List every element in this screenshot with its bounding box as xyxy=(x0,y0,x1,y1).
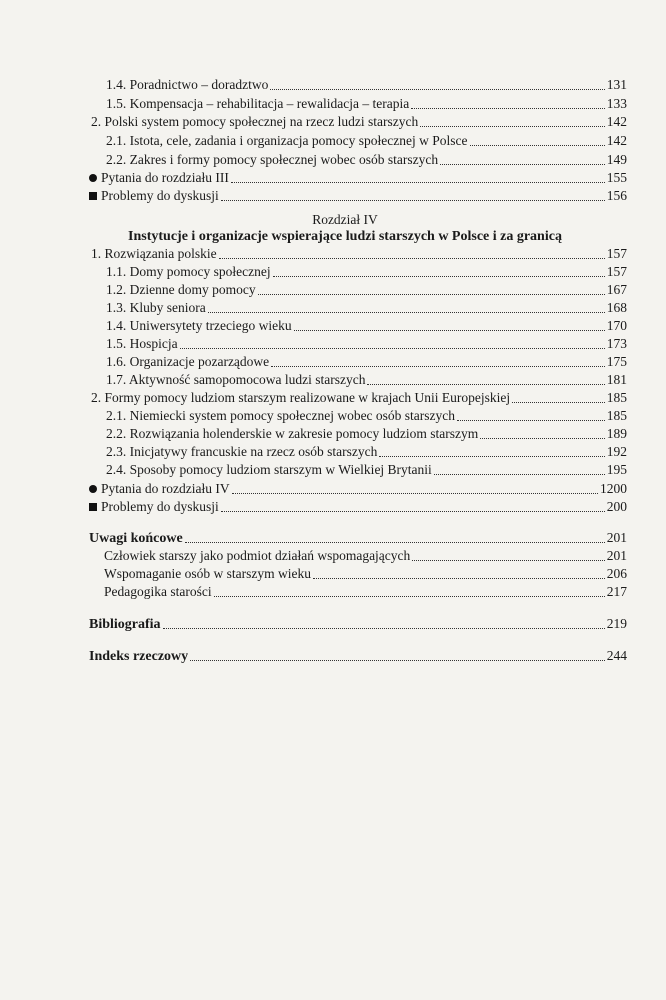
toc-entry xyxy=(106,152,627,168)
toc-entry-label: 1.7. Aktywność samopomocowa ludzi starszych xyxy=(106,372,366,387)
dot-leader xyxy=(434,462,605,475)
toc-entry-page: 156 xyxy=(606,188,627,203)
toc-entry-label: Uwagi końcowe xyxy=(89,531,183,546)
dot-leader xyxy=(411,96,605,109)
dot-leader xyxy=(180,336,605,349)
dot-leader xyxy=(221,499,605,512)
toc-entry-page: 244 xyxy=(606,648,627,663)
toc-entry-page: 142 xyxy=(606,133,627,148)
square-bullet-icon xyxy=(89,503,97,511)
dot-leader xyxy=(221,188,605,201)
toc-entry xyxy=(106,444,627,460)
toc-entry xyxy=(106,462,627,478)
toc-entry-label: Problemy do dyskusji xyxy=(101,188,219,203)
toc-entry-page: 189 xyxy=(606,426,627,441)
toc-entry-page: 185 xyxy=(606,408,627,423)
dot-leader xyxy=(379,444,604,457)
dot-leader xyxy=(480,426,604,439)
dot-leader xyxy=(219,246,605,259)
toc-entry-page: 142 xyxy=(606,114,627,129)
toc-entry-label: 1.1. Domy pomocy społecznej xyxy=(106,264,271,279)
toc-entry-page: 157 xyxy=(606,264,627,279)
toc-entry-page: 201 xyxy=(606,548,627,563)
toc-entry-page: 181 xyxy=(606,372,627,387)
dot-leader xyxy=(163,616,605,629)
toc-entry-page: 217 xyxy=(606,584,627,599)
toc-entry-page: 133 xyxy=(606,96,627,111)
toc-entry-page: 219 xyxy=(606,616,627,631)
toc-entry-label: Indeks rzeczowy xyxy=(89,649,189,664)
toc-entry xyxy=(106,133,627,149)
toc-entry xyxy=(89,481,627,497)
toc-entry-label: 2.3. Inicjatywy francuskie na rzecz osób starszych xyxy=(106,444,378,459)
chapter-number: Rozdział IV xyxy=(312,212,378,227)
toc-entry xyxy=(106,318,627,334)
toc-entry-page: 157 xyxy=(606,246,627,261)
toc-entry-label: 1.2. Dzienne domy pomocy xyxy=(106,282,256,297)
toc-entry-page: 185 xyxy=(606,390,627,405)
toc-entry-label: 1.5. Hospicja xyxy=(106,336,178,351)
toc-entry xyxy=(104,548,627,564)
toc-entry-label: 1.4. Poradnictwo – doradztwo xyxy=(106,77,269,92)
toc-entry-page: 195 xyxy=(606,462,627,477)
toc-entry-label: Pedagogika starości xyxy=(104,584,212,599)
dot-leader xyxy=(412,548,604,561)
toc-entry-label: Wspomaganie osób w starszym wieku xyxy=(104,566,311,581)
toc-entry xyxy=(106,282,627,298)
dot-leader xyxy=(470,133,605,146)
dot-leader xyxy=(185,530,605,543)
toc-entry-page: 167 xyxy=(606,282,627,297)
dot-leader xyxy=(190,648,605,661)
toc-entry-page: 173 xyxy=(606,336,627,351)
dot-leader xyxy=(367,372,604,385)
toc-entry xyxy=(89,648,627,664)
toc-entry-label: 2.1. Niemiecki system pomocy społecznej wobec osób starszych xyxy=(106,408,456,423)
toc-entry xyxy=(89,499,627,515)
dot-leader xyxy=(313,566,605,579)
toc-entry-label: 2. Formy pomocy ludziom starszym realizowane w krajach Unii Europejskiej xyxy=(91,390,511,405)
dot-leader xyxy=(270,77,604,90)
toc-entry-page: 192 xyxy=(606,444,627,459)
dot-leader xyxy=(512,390,605,403)
toc-entry-page: 131 xyxy=(606,77,627,92)
circle-bullet-icon xyxy=(89,174,97,182)
toc-entry-label: 2.2. Rozwiązania holenderskie w zakresie pomocy ludziom starszym xyxy=(106,426,479,441)
toc-entry xyxy=(106,336,627,352)
dot-leader xyxy=(258,282,605,295)
toc-entry xyxy=(91,246,627,262)
toc-entry xyxy=(106,408,627,424)
dot-leader xyxy=(440,152,605,165)
toc-entry-label: 2. Polski system pomocy społecznej na rzecz ludzi starszych xyxy=(91,114,419,129)
toc-entry-label: Pytania do rozdziału IV xyxy=(101,481,230,496)
toc-entry xyxy=(89,616,627,632)
toc-entry-label: Problemy do dyskusji xyxy=(101,499,219,514)
toc-entry xyxy=(91,390,627,406)
toc-entry-label: 1. Rozwiązania polskie xyxy=(91,246,217,261)
circle-bullet-icon xyxy=(89,485,97,493)
toc-entry-page: 155 xyxy=(606,170,627,185)
toc-entry-label: 1.4. Uniwersytety trzeciego wieku xyxy=(106,318,292,333)
toc-entry-page: 1200 xyxy=(600,481,627,496)
toc-entry-label: Człowiek starszy jako podmiot działań wspomagających xyxy=(104,548,411,563)
dot-leader xyxy=(231,170,605,183)
dot-leader xyxy=(208,300,605,313)
toc-entry xyxy=(106,372,627,388)
toc-entry xyxy=(89,188,627,204)
toc-entry xyxy=(106,77,627,93)
toc-entry xyxy=(106,96,627,112)
toc-entry-label: 1.5. Kompensacja – rehabilitacja – rewalidacja – terapia xyxy=(106,96,410,111)
toc-entry-label: 2.2. Zakres i formy pomocy społecznej wobec osób starszych xyxy=(106,152,439,167)
toc-entry xyxy=(106,354,627,370)
toc-entry-label: 2.4. Sposoby pomocy ludziom starszym w Wielkiej Brytanii xyxy=(106,462,432,477)
dot-leader xyxy=(457,408,605,421)
dot-leader xyxy=(214,584,605,597)
toc-entry xyxy=(106,426,627,442)
chapter-title: Instytucje i organizacje wspierające ludzi starszych w Polsce i za granicą xyxy=(128,229,562,244)
toc-entry xyxy=(106,300,627,316)
toc-entry-page: 175 xyxy=(606,354,627,369)
toc-entry-label: Pytania do rozdziału III xyxy=(101,170,229,185)
toc-entry xyxy=(89,170,627,186)
toc-entry xyxy=(104,566,627,582)
toc-entry xyxy=(91,114,627,130)
dot-leader xyxy=(271,354,605,367)
toc-entry xyxy=(106,264,627,280)
toc-entry-label: 1.3. Kluby seniora xyxy=(106,300,206,315)
toc-entry-page: 168 xyxy=(606,300,627,315)
dot-leader xyxy=(294,318,605,331)
toc-entry-label: Bibliografia xyxy=(89,617,161,632)
toc-entry-page: 170 xyxy=(606,318,627,333)
dot-leader xyxy=(232,481,598,494)
toc-entry-page: 149 xyxy=(606,152,627,167)
toc-entry xyxy=(104,584,627,600)
toc-entry-page: 201 xyxy=(606,530,627,545)
toc-entry-page: 206 xyxy=(606,566,627,581)
toc-entry-label: 2.1. Istota, cele, zadania i organizacja pomocy społecznej w Polsce xyxy=(106,133,468,148)
toc-entry-page: 200 xyxy=(606,499,627,514)
toc-entry-label: 1.6. Organizacje pozarządowe xyxy=(106,354,270,369)
dot-leader xyxy=(273,264,605,277)
dot-leader xyxy=(420,114,604,127)
square-bullet-icon xyxy=(89,192,97,200)
toc-entry xyxy=(89,530,627,546)
